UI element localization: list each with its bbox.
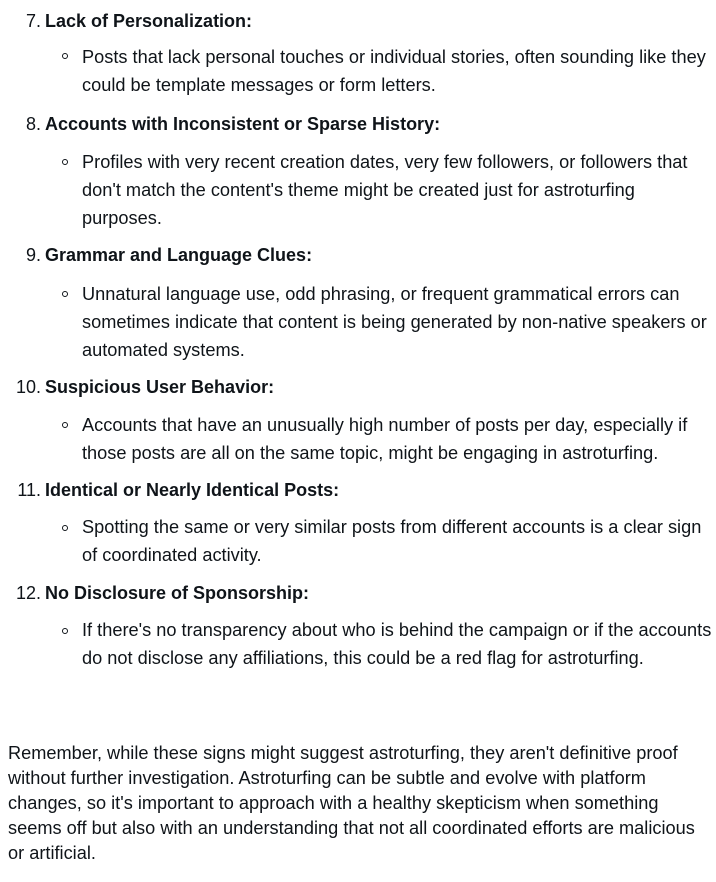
list-heading: Lack of Personalization: — [45, 11, 253, 31]
list-heading: Grammar and Language Clues: — [45, 245, 313, 265]
list-description: Accounts that have an unusually high number of posts per day, especially if those posts are all on the same topic, might be engaging in astroturfing. — [82, 415, 688, 463]
list-number: 9. — [25, 245, 41, 265]
list-description: Unnatural language use, odd phrasing, or frequent grammatical errors can sometimes indicate that content is being generated by non-native speakers or automated systems. — [82, 284, 707, 360]
bullet-circle-icon — [62, 525, 68, 531]
bullet-circle-icon — [62, 291, 68, 297]
bullet-circle-icon — [62, 53, 68, 59]
list-description: Profiles with very recent creation dates, very few followers, or followers that don't match the content's theme might be created just for astroturfing purposes. — [82, 152, 688, 228]
bullet-circle-icon — [62, 628, 68, 634]
closing-paragraph: Remember, while these signs might suggest astroturfing, they aren't definitive proof without further investigation. Astroturfing can be subtle and evolve with platform changes, so it's important to approach with a healthy skepticism when something seems off but also with an understanding that not all coordinated efforts are malicious or artificial. — [8, 743, 695, 863]
list-number: 11. — [17, 480, 41, 500]
list-heading: Suspicious User Behavior: — [45, 377, 275, 397]
list-heading: No Disclosure of Sponsorship: — [45, 583, 310, 603]
list-description: If there's no transparency about who is behind the campaign or if the accounts do not disclose any affiliations, this could be a red flag for astroturfing. — [82, 620, 712, 668]
list-number: 8. — [25, 114, 41, 134]
bullet-circle-icon — [62, 159, 68, 165]
bullet-circle-icon — [62, 422, 68, 428]
list-number: 10. — [15, 377, 41, 397]
list-description: Posts that lack personal touches or individual stories, often sounding like they could be template messages or form letters. — [82, 47, 706, 95]
list-heading: Accounts with Inconsistent or Sparse History: — [45, 114, 441, 134]
list-description: Spotting the same or very similar posts from different accounts is a clear sign of coordinated activity. — [82, 517, 702, 565]
list-number: 7. — [25, 11, 41, 31]
list-number: 12. — [15, 583, 41, 603]
list-heading: Identical or Nearly Identical Posts: — [45, 480, 340, 500]
